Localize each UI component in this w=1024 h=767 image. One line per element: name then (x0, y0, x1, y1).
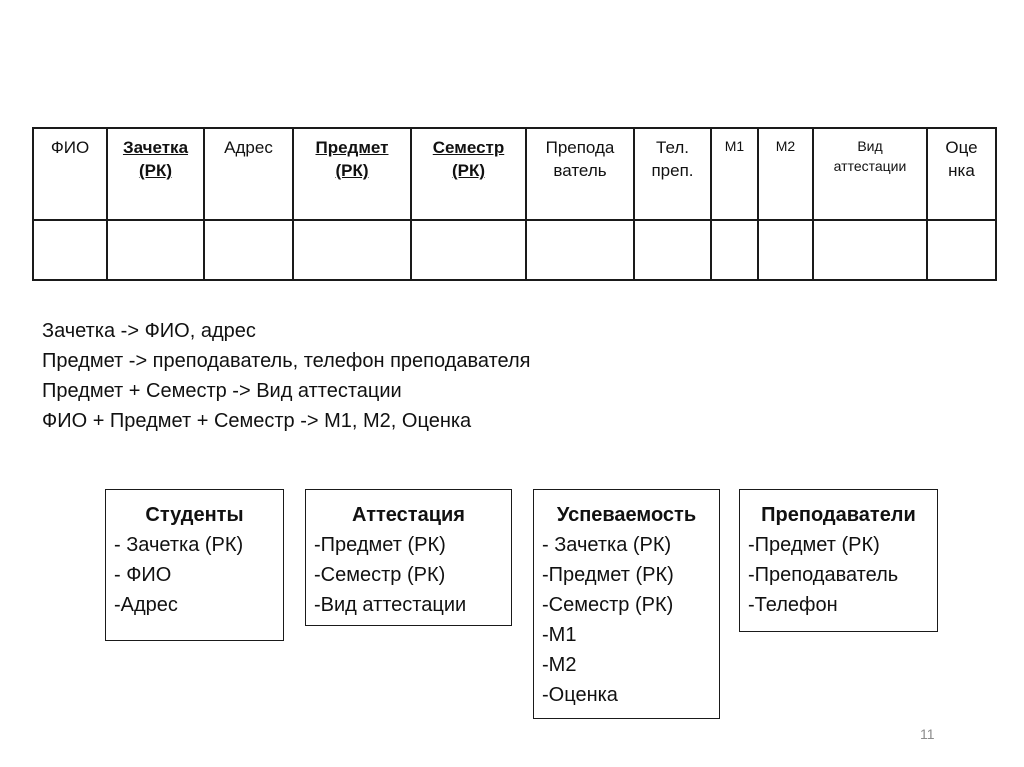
header-cell: Предмет (РК) (293, 128, 411, 220)
entity-attribute: -М1 (542, 624, 577, 646)
table-cell (634, 220, 711, 280)
dependency-line: Предмет + Семестр -> Вид аттестации (42, 380, 402, 402)
header-cell: Оце нка (927, 128, 996, 220)
table-cell (293, 220, 411, 280)
header-cell: Тел. преп. (634, 128, 711, 220)
entity-performance (533, 489, 720, 719)
table-cell (411, 220, 526, 280)
entity-attribute: -Оценка (542, 684, 618, 706)
entity-attribute: -Преподаватель (748, 564, 899, 586)
entity-attribute: -Предмет (РК) (748, 534, 880, 556)
table-cell (813, 220, 927, 280)
entity-title: Преподаватели (761, 504, 916, 526)
header-cell: Адрес (204, 128, 293, 220)
entity-attribute: - ФИО (114, 564, 172, 586)
header-cell: ФИО (33, 128, 107, 220)
page-number: 11 (920, 726, 935, 742)
entity-teachers (739, 489, 938, 632)
entity-title: Успеваемость (556, 504, 697, 526)
entity-attribute: -Предмет (РК) (542, 564, 674, 586)
entity-attribute: -Вид аттестации (314, 594, 467, 616)
entity-attribute: -М2 (542, 654, 577, 676)
table-cell (107, 220, 204, 280)
entity-students (105, 489, 284, 641)
entity-attribute: -Телефон (748, 594, 838, 616)
dependency-line: Предмет -> преподаватель, телефон преподавателя (42, 350, 531, 372)
entity-attribute: - Зачетка (РК) (542, 534, 672, 556)
header-cell: Зачетка (РК) (107, 128, 204, 220)
dependency-line: Зачетка -> ФИО, адрес (42, 320, 256, 342)
table-header-row (33, 128, 996, 220)
entity-title: Аттестация (352, 504, 465, 526)
functional-dependencies (42, 316, 530, 436)
header-cell: Препода ватель (526, 128, 634, 220)
table-cell (758, 220, 813, 280)
entity-attestation (305, 489, 512, 626)
entity-attribute: -Семестр (РК) (314, 564, 446, 586)
entity-attribute: - Зачетка (РК) (114, 534, 244, 556)
entity-attribute: -Адрес (114, 594, 178, 616)
table-cell (204, 220, 293, 280)
table-cell (711, 220, 758, 280)
entity-attribute: -Семестр (РК) (542, 594, 674, 616)
table-empty-row (33, 220, 996, 280)
header-cell: M2 (758, 128, 813, 220)
table-cell (33, 220, 107, 280)
entity-title: Студенты (145, 504, 244, 526)
dependency-line: ФИО + Предмет + Семестр -> М1, М2, Оценка (42, 410, 472, 432)
entity-attribute: -Предмет (РК) (314, 534, 446, 556)
header-cell: M1 (711, 128, 758, 220)
relation-table (32, 127, 997, 281)
header-cell: Семестр (РК) (411, 128, 526, 220)
header-cell: Вид аттестации (813, 128, 927, 220)
table-cell (927, 220, 996, 280)
table-cell (526, 220, 634, 280)
